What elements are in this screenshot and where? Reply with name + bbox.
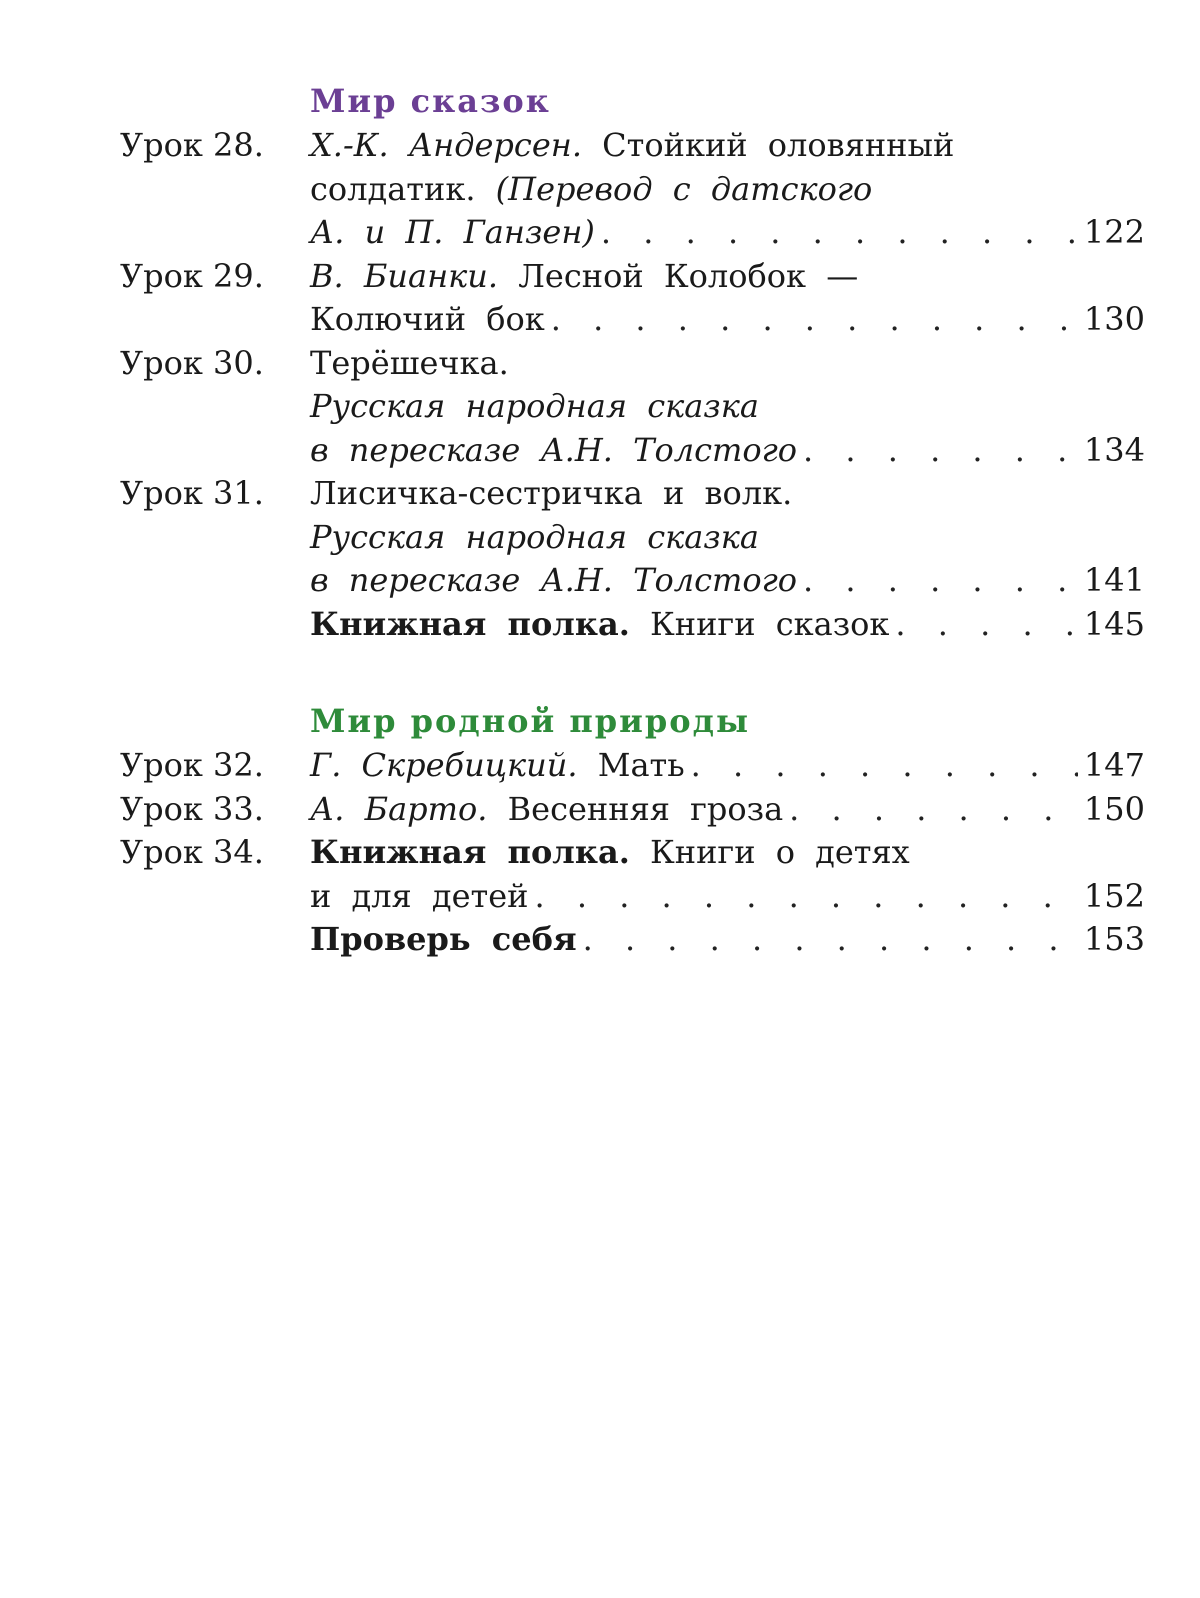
toc-entry-lesson-28[interactable] xyxy=(120,124,1145,255)
work-title: Стойкий оловянный xyxy=(602,126,955,164)
page-number: 141 xyxy=(1083,561,1145,599)
work-title-cont: и для детей xyxy=(310,876,529,915)
lesson-number: Урок 34. xyxy=(120,833,264,871)
lesson-number: Урок 32. xyxy=(120,746,264,784)
author: Х.-К. Андерсен. xyxy=(310,126,582,164)
work-title: Терёшечка. xyxy=(310,343,509,382)
lesson-number: Урок 33. xyxy=(120,789,264,828)
dot-leader xyxy=(895,603,1078,647)
page-number: 130 xyxy=(1083,300,1145,338)
toc-entry-lesson-34[interactable] xyxy=(120,831,1145,918)
lesson-number: Урок 28. xyxy=(120,126,264,164)
section-title-native-nature: Мир родной природы xyxy=(310,702,751,740)
toc-entry-check-yourself[interactable] xyxy=(120,918,1145,962)
dot-leader xyxy=(551,298,1078,342)
work-title: Книги о детях xyxy=(650,833,910,871)
author: А. Барто. xyxy=(310,789,488,828)
toc-entry-bookshelf-fairy-tales[interactable] xyxy=(120,603,1145,647)
page-number: 122 xyxy=(1083,213,1145,251)
dot-leader xyxy=(803,429,1078,473)
author: Г. Скребицкий. xyxy=(310,746,578,784)
toc-entry-lesson-31[interactable] xyxy=(120,472,1145,603)
dot-leader xyxy=(535,875,1078,919)
work-title: Лисичка-сестричка и волк. xyxy=(310,474,793,512)
bookshelf-label: Книжная полка. xyxy=(310,604,630,643)
work-title: Лесной Колобок — xyxy=(518,256,859,295)
dot-leader xyxy=(601,211,1078,255)
dot-leader xyxy=(583,918,1078,962)
author: В. Бианки. xyxy=(310,256,499,295)
section-title-fairy-tales: Мир сказок xyxy=(310,82,551,120)
page-number: 152 xyxy=(1083,876,1145,915)
toc-entry-lesson-29[interactable] xyxy=(120,255,1145,342)
translation-note: (Перевод с датского xyxy=(495,169,873,208)
work-title-cont: Колючий бок xyxy=(310,300,545,338)
page-number: 147 xyxy=(1083,746,1145,784)
bookshelf-label: Книжная полка. xyxy=(310,833,630,871)
bookshelf-text: Книги сказок xyxy=(650,604,890,643)
work-title: Мать xyxy=(597,746,685,784)
work-subtitle-cont: в пересказе А.Н. Толстого xyxy=(310,561,798,599)
work-subtitle: Русская народная сказка xyxy=(310,387,759,425)
dot-leader xyxy=(691,744,1078,788)
page-number: 150 xyxy=(1083,789,1145,828)
translation-note-cont: А. и П. Ганзен) xyxy=(310,213,595,251)
toc-entry-lesson-32[interactable] xyxy=(120,744,1145,788)
table-of-contents xyxy=(120,78,1145,962)
dot-leader xyxy=(803,559,1078,603)
work-subtitle-cont: в пересказе А.Н. Толстого xyxy=(310,430,798,469)
work-title: Весенняя гроза xyxy=(507,789,784,828)
lesson-number: Урок 31. xyxy=(120,474,264,512)
page-number: 145 xyxy=(1083,604,1145,643)
lesson-number: Урок 29. xyxy=(120,256,264,295)
work-subtitle: Русская народная сказка xyxy=(310,517,759,556)
dot-leader xyxy=(789,788,1078,832)
toc-entry-lesson-30[interactable] xyxy=(120,342,1145,473)
toc-entry-lesson-33[interactable] xyxy=(120,788,1145,832)
page-number: 153 xyxy=(1083,920,1145,958)
work-title-cont: солдатик. xyxy=(310,169,476,208)
page-number: 134 xyxy=(1083,430,1145,469)
lesson-number: Урок 30. xyxy=(120,343,264,382)
check-yourself-label: Проверь себя xyxy=(310,920,577,958)
